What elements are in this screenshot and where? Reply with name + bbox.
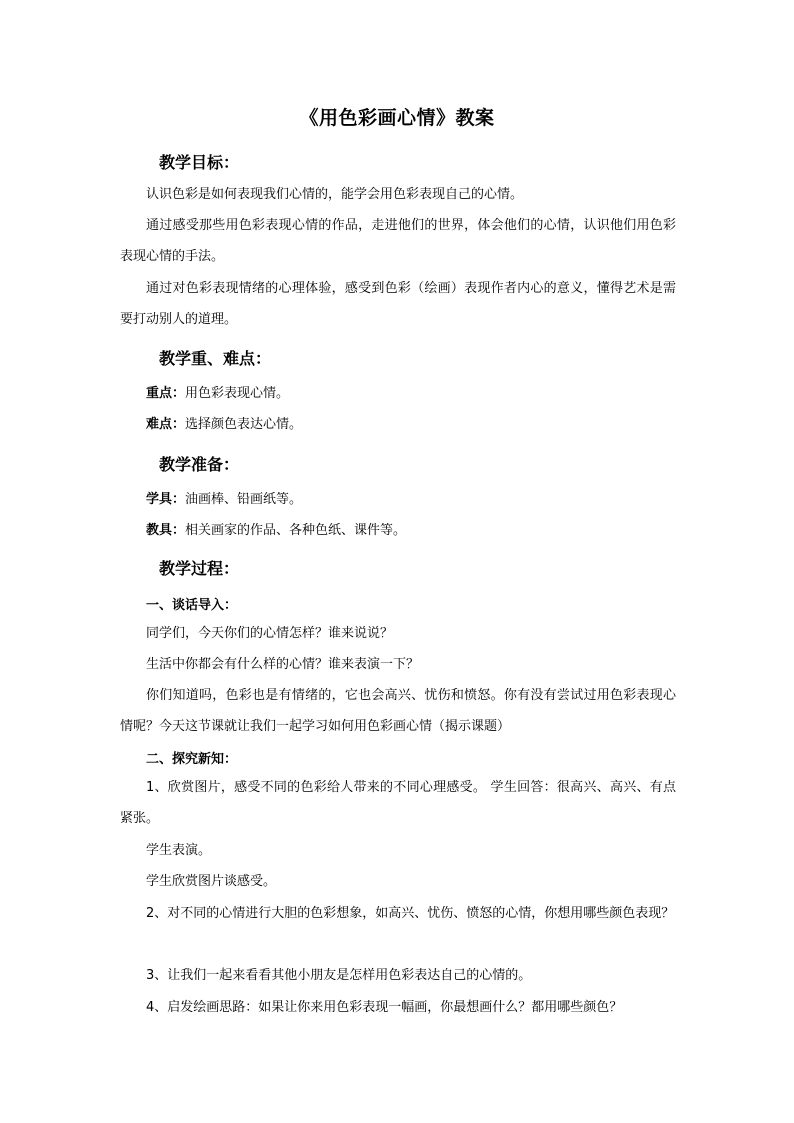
teacher-materials-line (146, 521, 406, 541)
part2-paragraph-4: 2、对不同的心情进行大胆的色彩想象，如高兴、忧伤、愤怒的心情，你想用哪些颜色表现？ (146, 906, 675, 921)
part2-paragraph-1: 1、欣赏图片，感受不同的色彩给人带来的不同心理感受。 学生回答：很高兴、高兴、有点紧张。 (120, 780, 676, 826)
student-materials-label: 学具： (146, 492, 186, 507)
preparation-heading: 教学准备： (159, 455, 240, 474)
student-materials-text: 油画棒、铅画纸等。 (185, 492, 303, 507)
part2-heading: 二、探究新知： (146, 752, 238, 767)
difficult-point-text: 选择颜色表达心情。 (185, 417, 303, 432)
difficult-point-label: 难点： (146, 417, 186, 432)
part1-paragraph-3: 你们知道吗，色彩也是有情绪的，它也会高兴、忧伤和愤怒。你有没有尝试过用色彩表现心情呢？今天这节课就让我们一起学习如何用色彩画心情（揭示课题） (120, 688, 676, 734)
part2-paragraph-2: 学生表演。 (146, 843, 212, 858)
objectives-paragraph-1: 认识色彩是如何表现我们心情的，能学会用色彩表现自己的心情。 (146, 187, 524, 202)
teacher-materials-label: 教具： (146, 523, 186, 538)
part1-heading: 一、谈话导入： (146, 598, 238, 613)
part2-paragraph-5: 3、让我们一起来看看其他小朋友是怎样用色彩表达自己的心情的。 (146, 968, 532, 983)
objectives-paragraph-3: 通过对色彩表现情绪的心理体验，感受到色彩（绘画）表现作者内心的意义，懂得艺术是需要打动别人的道理。 (120, 281, 676, 327)
part2-paragraph-3: 学生欣赏图片谈感受。 (146, 874, 277, 889)
objectives-paragraph-2: 通过感受那些用色彩表现心情的作品，走进他们的世界，体会他们的心情，认识他们用色彩表现心情的手法。 (120, 218, 676, 264)
key-point-text: 用色彩表现心情。 (185, 386, 290, 401)
key-point-line (146, 384, 289, 404)
teacher-materials-text: 相关画家的作品、各种色纸、课件等。 (185, 523, 407, 538)
page-title: 《用色彩画心情》教案 (299, 107, 495, 129)
part1-paragraph-1: 同学们，今天你们的心情怎样？谁来说说？ (146, 626, 394, 641)
part2-paragraph-6: 4、启发绘画思路：如果让你来用色彩表现一幅画，你最想画什么？都用哪些颜色？ (146, 1000, 623, 1015)
key-point-label: 重点： (146, 386, 186, 401)
part1-paragraph-2: 生活中你都会有什么样的心情？谁来表演一下？ (146, 657, 420, 672)
student-materials-line (146, 490, 302, 510)
process-heading: 教学过程： (159, 559, 240, 578)
objectives-heading: 教学目标： (159, 153, 240, 172)
key-points-heading: 教学重、难点： (159, 349, 272, 368)
difficult-point-line (146, 415, 302, 435)
